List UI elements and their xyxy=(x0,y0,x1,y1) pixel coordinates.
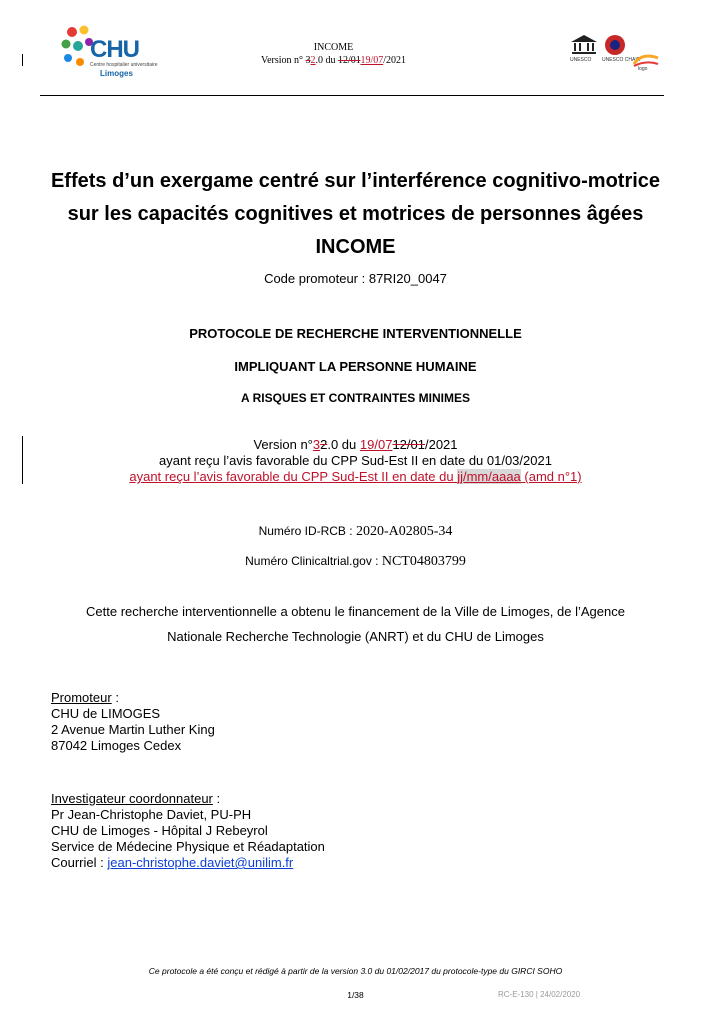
unesco-temple-icon xyxy=(570,34,598,56)
investigateur-line: Pr Jean-Christophe Daviet, PU-PH xyxy=(51,807,252,822)
header-rule xyxy=(40,95,664,96)
unesco-logo xyxy=(570,34,665,74)
clinicaltrial-id: Numéro Clinicaltrial.gov : NCT04803799 xyxy=(245,554,466,569)
funding-line-2: Nationale Recherche Technologie (ANRT) et du CHU de Limoges xyxy=(167,629,544,644)
investigateur-email-link[interactable]: jean-christophe.daviet@unilim.fr xyxy=(107,855,294,870)
investigateur-email-line: Courriel : jean-christophe.daviet@unilim.fr xyxy=(51,855,294,870)
title-line-1: Effets d’un exergame centré sur l’interférence cognitivo-motrice xyxy=(50,170,661,192)
promoteur-line: CHU de LIMOGES xyxy=(51,706,161,721)
footer-note: Ce protocole a été conçu et rédigé à partir de la version 3.0 du 01/02/2017 du protocole-type du GIRCI SOHO xyxy=(148,966,563,976)
title-line-2: sur les capacités cognitives et motrices de personnes âgées xyxy=(67,203,644,225)
id-rcb: Numéro ID-RCB : 2020-A02805-34 xyxy=(258,524,453,539)
unesco-label: UNESCO xyxy=(570,57,592,63)
protocol-type-line-1: PROTOCOLE DE RECHERCHE INTERVENTIONNELLE xyxy=(189,326,522,341)
header-study: INCOME xyxy=(313,42,354,53)
chu-logo-city: Limoges xyxy=(100,69,133,78)
funding-line-1: Cette recherche interventionnelle a obtenu le financement de la Ville de Limoges, de l’Agence xyxy=(86,604,625,619)
promoteur-block xyxy=(51,690,215,754)
investigateur-line: CHU de Limoges - Hôpital J Rebeyrol xyxy=(51,823,268,838)
page-number: 1/38 xyxy=(347,990,364,1000)
document-reference: RC-E-130 | 24/02/2020 xyxy=(498,990,581,999)
protocol-type-line-2: IMPLIQUANT LA PERSONNE HUMAINE xyxy=(234,359,477,374)
chu-logo-text: CHU xyxy=(90,36,139,63)
code-promoteur: Code promoteur : 87RI20_0047 xyxy=(264,271,447,286)
investigateur-block xyxy=(51,791,325,871)
change-bar-header xyxy=(22,54,23,66)
promoteur-line: 87042 Limoges Cedex xyxy=(51,738,182,753)
header-version: Version n° 32.0 du 12/0119/07/2021 xyxy=(260,55,407,66)
promoteur-heading: Promoteur : xyxy=(51,690,119,705)
investigateur-line: Service de Médecine Physique et Réadaptation xyxy=(51,839,325,854)
unesco-chair-label: UNESCO CHAIR xyxy=(602,57,641,63)
investigateur-heading: Investigateur coordonnateur : xyxy=(51,791,221,806)
partner-logo-label: logo xyxy=(638,66,648,72)
amendment-line: ayant reçu l’avis favorable du CPP Sud-Est II en date du jj/mm/aaaa (amd n°1) xyxy=(129,469,582,484)
unesco-chair-icon xyxy=(604,34,626,56)
promoteur-line: 2 Avenue Martin Luther King xyxy=(51,722,215,737)
cpp-approval-line: ayant reçu l’avis favorable du CPP Sud-Est II en date du 01/03/2021 xyxy=(159,453,552,468)
title-acronym: INCOME xyxy=(315,236,396,258)
version-line: Version n°32.0 du 19/0712/01/2021 xyxy=(253,437,458,452)
chu-logo-subtext: Centre hospitalier universitaire xyxy=(90,62,158,68)
protocol-type-line-3: A RISQUES ET CONTRAINTES MINIMES xyxy=(241,391,470,405)
